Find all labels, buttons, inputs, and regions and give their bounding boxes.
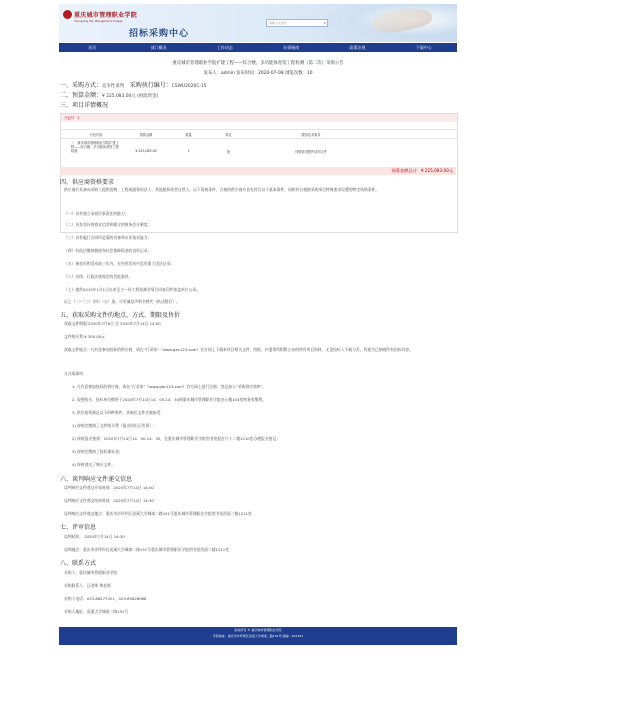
qualification-item: （四）有依法缴纳税收和社会保障资金的良好记录； [64,248,152,253]
section-review: 七、评审信息 [60,524,97,531]
docs-method-item: 4) 按时递交了响应文件。 [72,462,116,467]
section-procurement-method [60,80,207,89]
package-label: 分包号：1 [61,114,457,122]
footer-copyright: 版权所有 © 重庆城市管理职业学院 [234,628,282,632]
footer-address: 学院地址：重庆市沙坪坝区虎溪大学城南二路151号 邮编：401331 [212,634,304,638]
docs-method-item: 3) 按规定缴纳了投标保证金； [72,449,123,454]
nav-home[interactable]: 首页 [88,45,97,50]
docs-method-item: 1. 凡有意参加投标的供应商，请在“行采家”（www.gec123.com）官方网上进行注册，登记加入“采购供应商库”。 [72,384,267,389]
qualification-tail: 以上（二）（三）（四）（五）条，可用诚信声明书替代（格式附后）。 [64,299,180,304]
section-budget [60,90,158,99]
section-title: 二、预算金额： [60,92,103,99]
site-footer [59,627,457,645]
nav-about[interactable]: 部门概况 [150,45,167,50]
header-banner [59,4,457,42]
budget-total: 预算金额总计：¥ 225,083.00元 [60,167,456,175]
code-value: CSWU2020C-15 [171,84,207,89]
search-input[interactable] [266,19,328,27]
search-placeholder: 请输入关键字 [269,21,288,25]
qualification-item: （二）具有良好的商业信誉和健全的财务会计制度； [64,222,152,227]
review-place: 谈判地点：重庆市沙坪坝区虎溪大学城南二路151号重庆城市管理职业学院图书馆西面二楼1211室 [64,547,229,552]
review-time: 谈判时间： 2020年7月14日 14:30 [64,534,125,539]
code-label: 采购执行编号： [129,82,172,89]
budget-value: ¥ 225,083.00元 (财政资金) [102,94,159,99]
header-budget: 预算金额 [139,133,153,137]
docs-time: 获取文件期限:2020年7月8日 至 2020年7月14日 14:00 [64,321,161,326]
qualification-item: （三）具有履行合同所必需的设备和专业技术能力； [64,235,152,240]
main-nav [59,43,457,52]
row-unit: 批 [226,150,231,154]
submit-end: 谈判响应文件递交结束时间：2020年7月14日 14:30 [64,498,154,503]
header-req: 服务技术要求 [301,133,321,137]
section-title: 一、采购方式： [60,82,103,89]
site-title: 招标采购中心 [129,29,190,39]
logo-subtitle: Chongqing City Management College [74,20,123,23]
qualification-intro: 供应商应具备向采购人提供货物、工程或服务的法人、其他组织或者自然人。以下资格条件，合格的供应商应首先符合以下基本条件，同时符合根据采购项目特殊要求设置的特定资格条件。 [64,187,380,192]
college-logo[interactable] [63,10,137,19]
header-content: 分包内容 [89,133,103,137]
docs-method-item: 1) 按规定缴纳了文件购买费（报名时出示发票）； [72,423,157,428]
submit-place: 谈判响应文件递交地点：重庆市沙坪坝区虎溪大学城南二路151号重庆城市管理职业学院图书馆西面二楼1211室 [64,511,252,516]
submit-start: 谈判响应文件递交开始时间：2020年7月14日 14:00 [64,485,154,490]
docs-price: 文件购买费:¥ 300.00元 [64,334,105,339]
qualification-item: （一）具有独立承担民事责任的能力； [64,211,129,216]
logo-text: 重庆城市管理职业学院 [74,12,138,19]
nav-policy[interactable]: 政策法规 [349,45,366,50]
qualification-item: （六）法律、行政法规规定的其他条件。 [64,274,133,279]
contact-address: 采购人地址：虎溪大学城南二路151号 [64,609,129,614]
contact-buyer: 采购人：重庆城市管理职业学院 [64,570,118,575]
section-response-submit: 六、谈判响应文件递交信息 [60,476,133,483]
qualification-item: （五）参加采购活动前三年内，在经营活动中没有重大违法记录； [64,261,175,266]
row-qty: 1 [187,149,190,153]
college-seal-icon [63,10,72,19]
nav-download[interactable]: 下载中心 [415,45,432,50]
section-obtain-docs: 五、获取采购文件的地点、方式、期限及售价 [60,312,181,319]
row-content: 一、重庆城市管理职业学院扩建工程——综合楼、多功能体育馆工程检测 [71,141,119,153]
contact-phone: 采购人电话：023-86277421，023-65626068 [64,596,147,601]
method-value: 竞争性谈判 [102,84,124,89]
article-meta: 发布人：admin 发布时间：2020-07-08 浏览次数：10 [203,71,313,76]
docs-method-item: 2) 按时报名签到：2020年7月14日14：00-14：30，在重庆城市管理职业学院图书馆报告厅十二楼1210室办理报名签记； [72,436,281,441]
qualification-item: （七）提供2015年1月1日以来至少一份工程检测业绩合同复印件加盖单位公章。 [64,287,200,292]
docs-method-label: 方式或事项： [64,371,87,376]
row-req: 详情请见附件谈判文件 [295,150,327,154]
docs-place: 获取文件地点：凡有意参加投标的供应商，请在“行采家”（www.gec123.com）官方网上下载本项目相关文件、图纸、补遗等所附附公布的所有项目资料，无论投标人下载与否，均视为已知晓所有招标内容。 [64,347,413,352]
nav-guide[interactable]: 办事指南 [283,45,300,50]
section-qualification: 四、供应商资格要求 [60,179,115,186]
row-budget: ¥ 225,083.00 [135,149,157,153]
search-icon[interactable]: ⌕ [323,20,326,25]
table-header [61,129,457,139]
header-unit: 单位 [225,133,232,137]
header-qty: 数量 [185,133,192,137]
docs-method-item: 2. 现金购买：投标单位携带于2020年7月14日14：00-14：30到重庆城市管理职业学院办公楼104室财务室缴费。 [72,397,266,402]
table-row [61,139,457,161]
section-project-details: 三、项目详情概况 [60,102,109,109]
article-title: 重庆城市管理职业学院扩建工程——综合楼、多功能体育馆工程检测（第二次）采购公告 [172,61,344,66]
section-contact: 八、联系方式 [60,560,97,567]
docs-method-item: 3. 供应商须满足以下四种要件，其响应文件才被接受： [72,410,165,415]
nav-news[interactable]: 工作动态 [216,45,233,50]
contact-person: 采购联系人：汪老师 黎老师 [64,583,111,588]
